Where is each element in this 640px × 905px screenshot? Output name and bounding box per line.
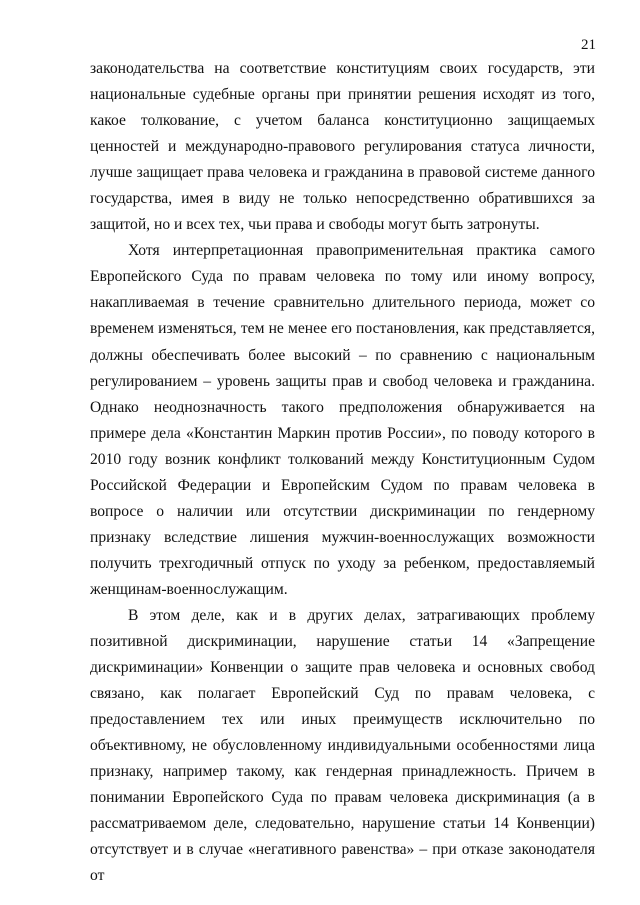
paragraph-2: Хотя интерпретационная правоприменительная практика самого Европейского Суда по правам человека по тому или иному вопросу, накапливаемая в течение сравнительно длительного периода, может со временем изменяться, тем не менее его постановления, как представляется, должны обеспечивать более высокий – по сравнению с национальным регулированием – уровень защиты прав и свобод человека и гражданина. Однако неоднозначность такого предположения обнаруживается на примере дела «Константин Маркин против России», по поводу которого в 2010 году возник конфликт толкований между Конституционным Судом Российской Федерации и Европейским Судом по правам человека в вопросе о наличии или отсутствии дискриминации по гендерному признаку вследствие лишения мужчин-военнослужащих возможности получить трехгодичный отпуск по уходу за ребенком, предоставляемый женщинам-военнослужащим. <box>90 242 595 598</box>
paragraph-3: В этом деле, как и в других делах, затрагивающих проблему позитивной дискриминации, нарушение статьи 14 «Запрещение дискриминации» Конвенции о защите прав человека и основных свобод связано, как полагает Европейский Суд по правам человека, с предоставлением тех или иных преимуществ исключительно по объективному, не обусловленному индивидуальными особенностями лица признаку, например такому, как гендерная принадлежность. Причем в понимании Европейского Суда по правам человека дискриминация (а в рассматриваемом деле, следовательно, нарушение статьи 14 Конвенции) отсутствует и в случае «негативного равенства» – при отказе законодателя от <box>90 606 595 885</box>
paragraph-1: законодательства на соответствие конституциям своих государств, эти национальные судебные органы при принятии решения исходят из того, какое толкование, с учетом баланса конституционно защищаемых ценностей и международно-правового регулирования статуса личности, лучше защищает права человека и гражданина в правовой системе данного государства, имея в виду не только непосредственно обратившихся за защитой, но и всех тех, чьи права и свободы могут быть затронуты. <box>90 60 595 234</box>
page-number: 21 <box>581 37 596 53</box>
body-text <box>90 56 595 890</box>
